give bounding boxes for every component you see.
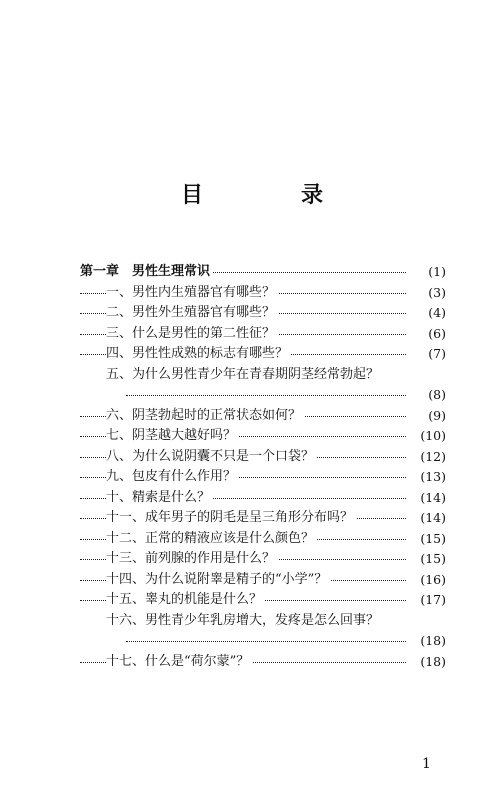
entry-title: 五、为什么男性青少年在青春期阴茎经常勃起？ — [106, 365, 382, 386]
toc-entry-row[interactable] — [80, 611, 446, 632]
table-of-contents — [80, 262, 446, 672]
toc-entry-row[interactable] — [80, 365, 446, 386]
page-title: 目 录 — [180, 182, 361, 208]
chapter-title: 第一章 男性生理常识 — [80, 262, 213, 283]
toc-entry-continuation[interactable] — [80, 631, 446, 652]
toc-entry-row[interactable] — [80, 324, 446, 345]
dot-leader — [126, 395, 406, 396]
toc-entry-row[interactable] — [80, 283, 446, 304]
toc-entry-row[interactable] — [80, 447, 446, 468]
page-number: (4) — [408, 303, 446, 324]
page-folio: 1 — [422, 756, 431, 772]
entry-title: 十六、男性青少年乳房增大，发疼是怎么回事？ — [106, 611, 382, 632]
entry-title: 十一、成年男子的阴毛是呈三角形分布吗？ — [106, 508, 356, 529]
toc-entry-row[interactable] — [80, 406, 446, 427]
page-number: (10) — [408, 426, 446, 447]
entry-title: 六、阴茎勃起时的正常状态如何？ — [106, 406, 304, 427]
entry-title: 七、阴茎越大越好吗？ — [106, 426, 239, 447]
toc-entry-row[interactable] — [80, 467, 446, 488]
page-number: (14) — [408, 508, 446, 529]
toc-entry-row[interactable] — [80, 344, 446, 365]
entry-title: 十四、为什么说附睾是精子的“小学”？ — [106, 570, 330, 591]
toc-entry-row[interactable] — [80, 508, 446, 529]
page-number: (12) — [408, 447, 446, 468]
toc-entry-row[interactable] — [80, 529, 446, 550]
entry-title: 二、男性外生殖器官有哪些？ — [106, 303, 278, 324]
entry-title: 八、为什么说阴囊不只是一个口袋？ — [106, 447, 317, 468]
toc-entry-row[interactable] — [80, 303, 446, 324]
page-number: (15) — [408, 529, 446, 550]
entry-title: 十二、正常的精液应该是什么颜色？ — [106, 529, 317, 550]
toc-chapter-row[interactable] — [80, 262, 446, 283]
entry-title: 十五、睾丸的机能是什么？ — [106, 590, 265, 611]
page-number: (7) — [408, 344, 446, 365]
entry-title: 十七、什么是“荷尔蒙”？ — [106, 652, 252, 673]
toc-entry-row[interactable] — [80, 570, 446, 591]
dot-leader — [126, 641, 406, 642]
page-number: (14) — [408, 488, 446, 509]
toc-entry-row[interactable] — [80, 590, 446, 611]
entry-title: 四、男性性成熟的标志有哪些？ — [106, 344, 291, 365]
page-number: (1) — [408, 262, 446, 283]
page-number: (3) — [408, 283, 446, 304]
entry-title: 一、男性内生殖器官有哪些？ — [106, 283, 278, 304]
entry-title: 三、什么是男性的第二性征？ — [106, 324, 278, 345]
page-number: (8) — [408, 385, 446, 406]
toc-entry-continuation[interactable] — [80, 385, 446, 406]
page-number: (6) — [408, 324, 446, 345]
toc-entry-row[interactable] — [80, 549, 446, 570]
entry-title: 九、包皮有什么作用？ — [106, 467, 239, 488]
page-number: (18) — [408, 652, 446, 673]
toc-entry-row[interactable] — [80, 426, 446, 447]
page-number: (15) — [408, 549, 446, 570]
page-number: (17) — [408, 590, 446, 611]
page-number: (18) — [408, 631, 446, 652]
entry-title: 十三、前列腺的作用是什么？ — [106, 549, 278, 570]
page-number: (9) — [408, 406, 446, 427]
entry-title: 十、精索是什么？ — [106, 488, 213, 509]
toc-entry-row[interactable] — [80, 488, 446, 509]
page-number: (16) — [408, 570, 446, 591]
page-number: (13) — [408, 467, 446, 488]
toc-entry-row[interactable] — [80, 652, 446, 673]
